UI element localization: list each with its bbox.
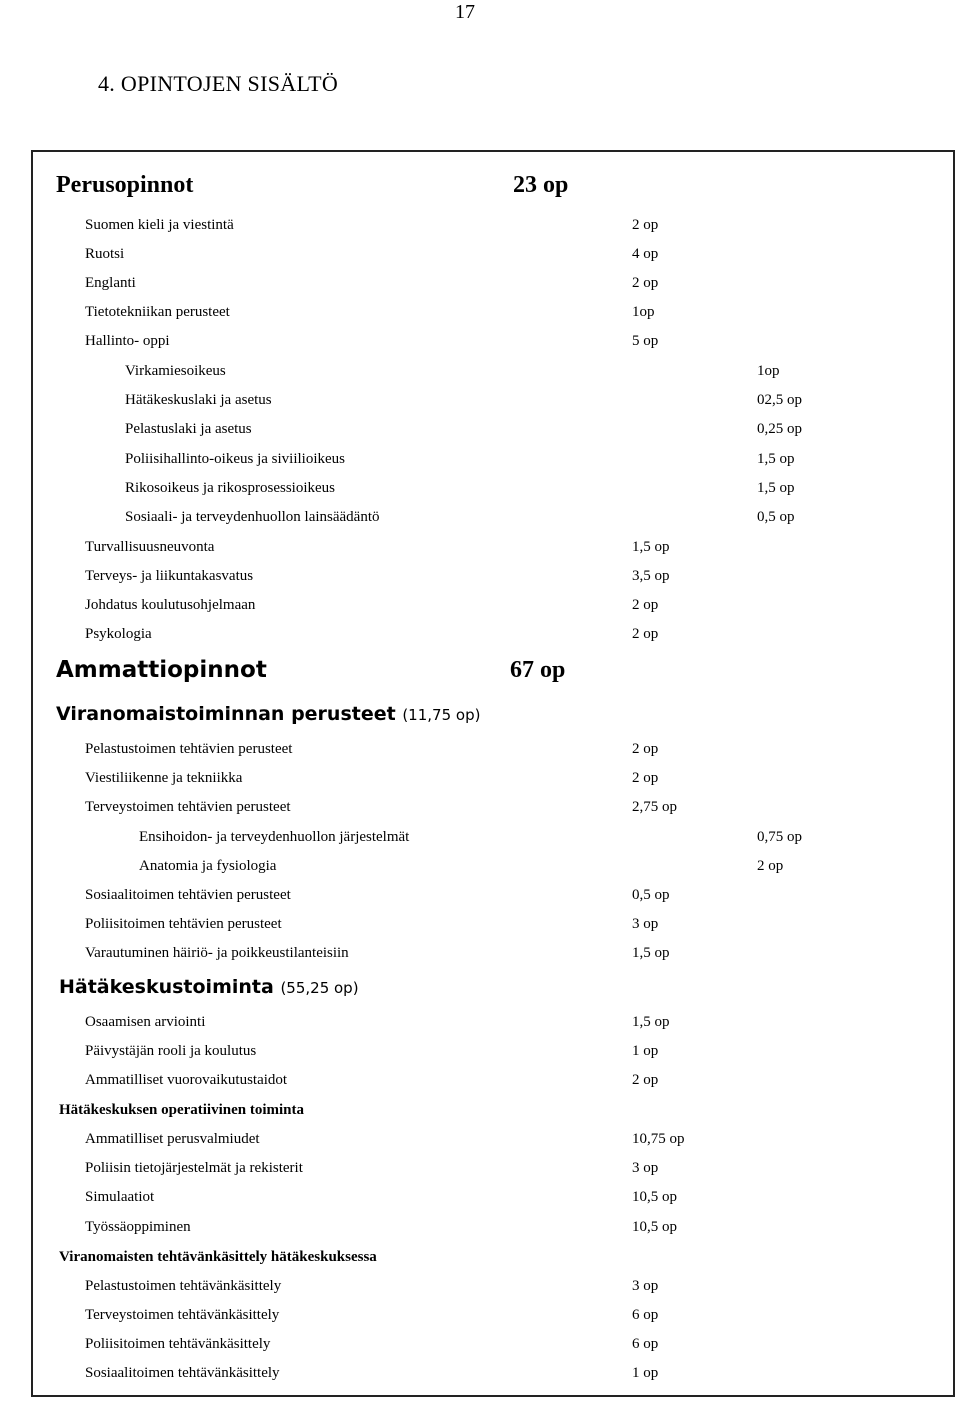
section-subtotal: (11,75 op): [402, 706, 481, 724]
subcourse-name: Rikosoikeus ja rikosprosessioikeus: [125, 480, 335, 496]
section-subtotal: (55,25 op): [280, 979, 359, 997]
subcourse-name: Hätäkeskuslaki ja asetus: [125, 392, 272, 408]
section-title: Hätäkeskustoiminta: [59, 976, 274, 998]
course-credits: 2 op: [632, 275, 659, 291]
course-credits: 2 op: [632, 597, 659, 613]
course-credits: 2 op: [632, 741, 659, 757]
chapter-title: 4. OPINTOJEN SISÄLTÖ: [98, 71, 339, 96]
course-credits: 2 op: [632, 626, 659, 642]
course-name: Ruotsi: [85, 246, 125, 262]
course-name: Pelastustoimen tehtävien perusteet: [85, 741, 293, 757]
section-title: Viranomaistoiminnan perusteet: [56, 703, 396, 725]
course-credits: 3,5 op: [632, 568, 670, 584]
course-name: Terveystoimen tehtävien perusteet: [85, 799, 291, 815]
hatakeskustoiminta-heading: [59, 976, 359, 998]
course-name: Ammatilliset vuorovaikutustaidot: [85, 1072, 288, 1088]
subcourse-name: Poliisihallinto-oikeus ja siviilioikeus: [125, 451, 345, 467]
course-name: Sosiaalitoimen tehtävänkäsittely: [85, 1365, 280, 1381]
course-name: Poliisitoimen tehtävien perusteet: [85, 916, 282, 932]
course-credits: 1,5 op: [632, 1014, 670, 1030]
course-credits: 10,5 op: [632, 1189, 677, 1205]
subcourse-credits: 1,5 op: [757, 451, 795, 467]
tehtavankasittely-heading: Viranomaisten tehtävänkäsittely hätäkeskuksessa: [59, 1249, 377, 1265]
subcourse-credits: 2 op: [757, 858, 784, 874]
subcourse-name: Anatomia ja fysiologia: [139, 858, 277, 874]
course-credits: 6 op: [632, 1336, 659, 1352]
course-credits: 4 op: [632, 246, 659, 262]
course-name: Johdatus koulutusohjelmaan: [85, 597, 256, 613]
course-credits: 1 op: [632, 1043, 659, 1059]
course-name: Päivystäjän rooli ja koulutus: [85, 1043, 257, 1059]
page-number: 17: [455, 1, 475, 23]
course-credits: 1,5 op: [632, 539, 670, 555]
course-name: Ammatilliset perusvalmiudet: [85, 1131, 260, 1147]
subcourse-name: Virkamiesoikeus: [125, 363, 226, 379]
subcourse-credits: 02,5 op: [757, 392, 802, 408]
subcourse-credits: 1op: [757, 363, 780, 379]
course-name: Englanti: [85, 275, 136, 291]
course-name: Työssäoppiminen: [85, 1219, 191, 1235]
course-name: Poliisin tietojärjestelmät ja rekisterit: [85, 1160, 303, 1176]
subcourse-credits: 0,75 op: [757, 829, 802, 845]
course-credits: 1op: [632, 304, 655, 320]
viranomaistoiminta-heading: [56, 703, 480, 725]
course-credits: 2 op: [632, 770, 659, 786]
subcourse-name: Sosiaali- ja terveydenhuollon lainsäädäntö: [125, 509, 380, 525]
course-name: Terveystoimen tehtävänkäsittely: [85, 1307, 280, 1323]
course-credits: 10,75 op: [632, 1131, 685, 1147]
course-name: Simulaatiot: [85, 1189, 155, 1205]
operatiivinen-heading: Hätäkeskuksen operatiivinen toiminta: [59, 1102, 305, 1118]
subcourse-name: Pelastuslaki ja asetus: [125, 421, 252, 437]
course-name: Psykologia: [85, 626, 152, 642]
ammattiopinnot-total: 67 op: [510, 657, 566, 683]
course-credits: 6 op: [632, 1307, 659, 1323]
course-name: Turvallisuusneuvonta: [85, 539, 215, 555]
course-credits: 5 op: [632, 333, 659, 349]
course-credits: 10,5 op: [632, 1219, 677, 1235]
course-credits: 2 op: [632, 217, 659, 233]
course-credits: 3 op: [632, 916, 659, 932]
course-credits: 3 op: [632, 1278, 659, 1294]
course-credits: 2 op: [632, 1072, 659, 1088]
course-name: Suomen kieli ja viestintä: [85, 217, 234, 233]
course-name: Pelastustoimen tehtävänkäsittely: [85, 1278, 282, 1294]
course-name: Viestiliikenne ja tekniikka: [85, 770, 243, 786]
subcourse-credits: 0,25 op: [757, 421, 802, 437]
course-name: Hallinto- oppi: [85, 333, 170, 349]
course-name: Sosiaalitoimen tehtävien perusteet: [85, 887, 291, 903]
course-credits: 1,5 op: [632, 945, 670, 961]
perusopinnot-title: Perusopinnot: [56, 172, 194, 198]
course-credits: 1 op: [632, 1365, 659, 1381]
subcourse-name: Ensihoidon- ja terveydenhuollon järjestelmät: [139, 829, 410, 845]
course-name: Varautuminen häiriö- ja poikkeustilanteisiin: [85, 945, 349, 961]
course-credits: 2,75 op: [632, 799, 677, 815]
course-name: Tietotekniikan perusteet: [85, 304, 230, 320]
subcourse-credits: 1,5 op: [757, 480, 795, 496]
course-credits: 0,5 op: [632, 887, 670, 903]
course-name: Osaamisen arviointi: [85, 1014, 206, 1030]
course-credits: 3 op: [632, 1160, 659, 1176]
course-name: Poliisitoimen tehtävänkäsittely: [85, 1336, 271, 1352]
ammattiopinnot-title: Ammattiopinnot: [56, 657, 267, 683]
subcourse-credits: 0,5 op: [757, 509, 795, 525]
course-name: Terveys- ja liikuntakasvatus: [85, 568, 254, 584]
perusopinnot-total: 23 op: [513, 172, 569, 198]
